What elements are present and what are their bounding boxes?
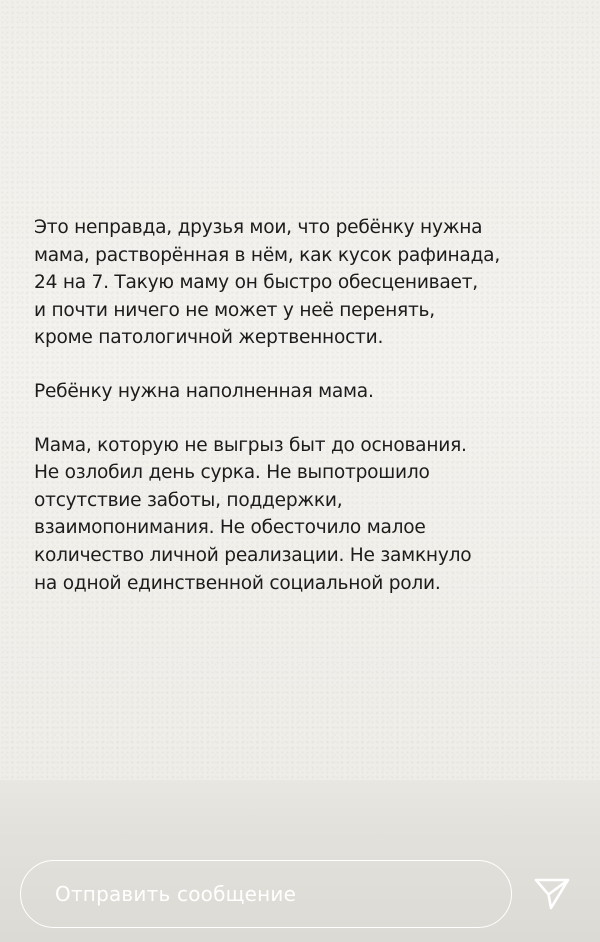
text-line: Не озлобил день сурка. Не выпотрошило [34,462,430,484]
text-line: Это неправда, друзья мои, что ребёнку нужна [34,217,483,238]
text-line: и почти ничего не может у неё перенять, [34,299,435,321]
story-paragraph-1 [34,214,574,352]
text-line: 24 на 7. Такую маму он быстро обесценивает, [34,272,478,294]
text-line: Ребёнку нужна наполненная мама. [34,380,374,402]
send-icon [533,877,571,911]
story-paragraph-3 [34,432,574,598]
text-line: Мама, которую не выгрыз быт до основания. [34,434,467,456]
text-line: кроме патологичной жертвенности. [34,327,384,349]
text-line: взаимопонимания. Не обесточило малое [34,517,426,539]
text-line: отсутствие заботы, поддержки, [34,489,343,511]
message-placeholder: Отправить сообщение [55,882,297,906]
story-paragraph-2 [34,378,574,406]
story-text [34,214,574,597]
send-message-input[interactable] [20,860,512,928]
text-line: количество личной реализации. Не замкнуло [34,544,472,566]
send-button[interactable] [532,876,572,912]
text-line: на одной единственной социальной роли. [34,572,441,594]
text-line: мама, растворённая в нём, как кусок рафинада, [34,244,500,266]
